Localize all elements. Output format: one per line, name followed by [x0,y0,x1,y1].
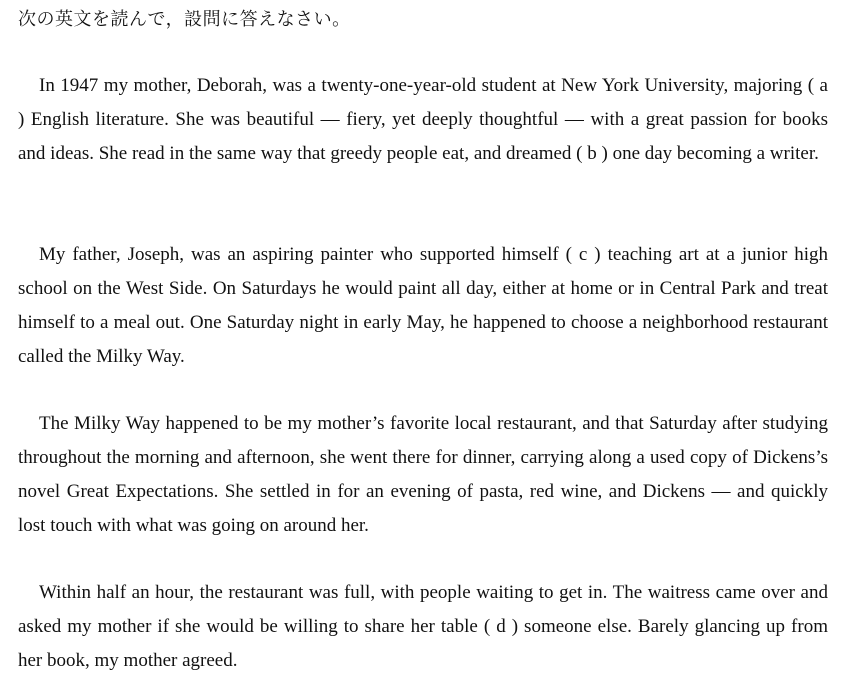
paragraph-2 [18,238,828,374]
paragraph-1 [18,69,828,171]
paragraph-2-text: My father, Joseph, was an aspiring painter who supported himself ( c ) teaching art at a junior high school on the West Side. On Saturdays he would paint all day, either at home or in Central Park and treat himself to a meal out. One Saturday night in early May, he happened to choose a neighborhood restaurant called the Milky Way. [18,244,828,367]
paragraph-4-text: Within half an hour, the restaurant was full, with people waiting to get in. The waitress came over and asked my mother if she would be willing to share her table ( d ) someone else. Barely glancing up from her book, my mother agreed. [18,582,828,671]
paragraph-3-text: The Milky Way happened to be my mother’s favorite local restaurant, and that Saturday after studying throughout the morning and afternoon, she went there for dinner, carrying along a used copy of Dickens’s novel Great Expectations. She settled in for an evening of pasta, red wine, and Dickens — and quickly lost touch with what was going on around her. [18,413,828,536]
paragraph-3 [18,407,828,543]
paragraph-4 [18,576,828,678]
instruction-text: 次の英文を読んで，設問に答えなさい。 [18,9,351,30]
paragraph-1-text: In 1947 my mother, Deborah, was a twenty-one-year-old student at New York University, majoring ( a ) English literature. She was beautiful — fiery, yet deeply thoughtful — with a great passion for books and ideas. She read in the same way that greedy people eat, and dreamed ( b ) one day becoming a writer. [18,75,828,164]
